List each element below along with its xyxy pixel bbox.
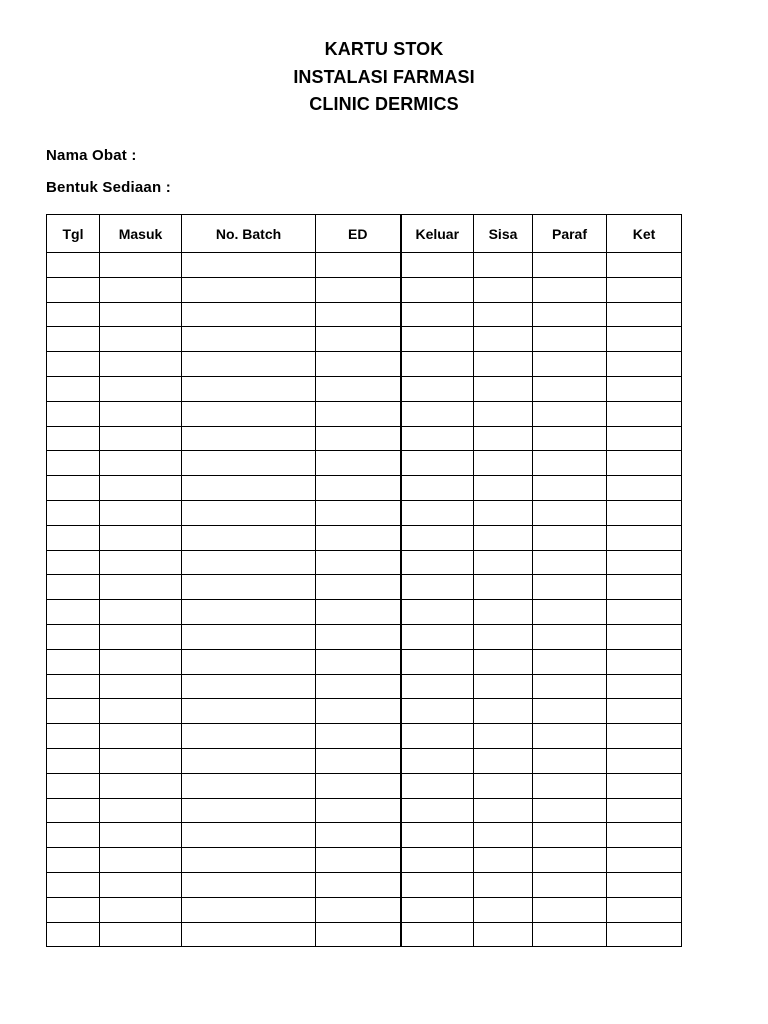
table-cell <box>47 253 100 278</box>
table-cell <box>182 451 316 476</box>
table-cell <box>474 624 533 649</box>
table-cell <box>401 773 474 798</box>
table-cell <box>182 773 316 798</box>
table-cell <box>401 376 474 401</box>
table-cell <box>47 575 100 600</box>
table-cell <box>100 352 182 377</box>
table-cell <box>182 376 316 401</box>
table-cell <box>47 773 100 798</box>
table-cell <box>100 376 182 401</box>
table-cell <box>607 724 682 749</box>
table-row <box>47 302 682 327</box>
table-cell <box>316 649 401 674</box>
table-cell <box>100 451 182 476</box>
table-cell <box>182 277 316 302</box>
table-cell <box>100 500 182 525</box>
table-cell <box>607 872 682 897</box>
table-cell <box>533 277 607 302</box>
table-cell <box>607 550 682 575</box>
table-cell <box>474 748 533 773</box>
table-cell <box>607 426 682 451</box>
col-header-keluar: Keluar <box>401 215 474 253</box>
table-cell <box>182 848 316 873</box>
table-cell <box>401 897 474 922</box>
col-header-ed: ED <box>316 215 401 253</box>
table-cell <box>533 872 607 897</box>
table-cell <box>474 823 533 848</box>
bentuk-sediaan-label: Bentuk Sediaan : <box>46 179 171 196</box>
table-cell <box>474 376 533 401</box>
table-cell <box>182 922 316 947</box>
table-row <box>47 550 682 575</box>
table-row <box>47 500 682 525</box>
table-cell <box>100 476 182 501</box>
table-row <box>47 872 682 897</box>
table-cell <box>47 451 100 476</box>
table-cell <box>474 674 533 699</box>
table-header-row <box>47 215 682 253</box>
table-cell <box>607 277 682 302</box>
table-cell <box>533 897 607 922</box>
table-cell <box>401 699 474 724</box>
table-cell <box>182 674 316 699</box>
table-row <box>47 798 682 823</box>
col-header-tgl: Tgl <box>47 215 100 253</box>
table-row <box>47 253 682 278</box>
table-cell <box>316 327 401 352</box>
col-header-sisa: Sisa <box>474 215 533 253</box>
table-cell <box>474 352 533 377</box>
table-cell <box>100 699 182 724</box>
table-cell <box>401 674 474 699</box>
table-cell <box>533 624 607 649</box>
table-cell <box>182 600 316 625</box>
table-cell <box>607 922 682 947</box>
table-cell <box>47 500 100 525</box>
table-row <box>47 575 682 600</box>
table-cell <box>401 575 474 600</box>
table-cell <box>182 302 316 327</box>
table-cell <box>474 798 533 823</box>
table-cell <box>607 600 682 625</box>
table-cell <box>607 376 682 401</box>
title-instalasi: INSTALASI FARMASI <box>293 66 475 87</box>
table-cell <box>47 476 100 501</box>
table-cell <box>533 401 607 426</box>
table-cell <box>182 575 316 600</box>
table-cell <box>47 872 100 897</box>
table-row <box>47 451 682 476</box>
table-cell <box>100 327 182 352</box>
table-cell <box>316 376 401 401</box>
table-cell <box>316 922 401 947</box>
table-cell <box>182 352 316 377</box>
table-cell <box>100 773 182 798</box>
table-cell <box>607 773 682 798</box>
table-cell <box>182 624 316 649</box>
table-cell <box>47 674 100 699</box>
table-cell <box>316 401 401 426</box>
table-cell <box>47 327 100 352</box>
table-cell <box>316 674 401 699</box>
table-cell <box>47 699 100 724</box>
table-cell <box>316 724 401 749</box>
table-cell <box>182 253 316 278</box>
table-cell <box>474 476 533 501</box>
table-cell <box>533 302 607 327</box>
table-cell <box>607 525 682 550</box>
table-cell <box>316 699 401 724</box>
table-cell <box>607 352 682 377</box>
table-cell <box>533 525 607 550</box>
table-cell <box>47 376 100 401</box>
col-header-masuk: Masuk <box>100 215 182 253</box>
table-cell <box>607 401 682 426</box>
table-cell <box>533 451 607 476</box>
table-cell <box>316 872 401 897</box>
table-cell <box>316 848 401 873</box>
table-cell <box>474 872 533 897</box>
title-kartu-stok: KARTU STOK <box>324 39 444 59</box>
table-cell <box>533 798 607 823</box>
table-cell <box>533 748 607 773</box>
table-cell <box>47 624 100 649</box>
table-row <box>47 476 682 501</box>
table-cell <box>100 823 182 848</box>
table-cell <box>474 773 533 798</box>
table-cell <box>100 649 182 674</box>
table-row <box>47 277 682 302</box>
table-cell <box>533 327 607 352</box>
table-cell <box>401 748 474 773</box>
table-row <box>47 897 682 922</box>
table-cell <box>182 327 316 352</box>
table-cell <box>182 897 316 922</box>
table-cell <box>474 600 533 625</box>
table-cell <box>47 798 100 823</box>
nama-obat-label: Nama Obat : <box>46 147 137 164</box>
table-cell <box>316 500 401 525</box>
table-cell <box>316 352 401 377</box>
table-cell <box>100 401 182 426</box>
table-cell <box>100 724 182 749</box>
table-cell <box>316 525 401 550</box>
table-cell <box>182 500 316 525</box>
table-cell <box>401 872 474 897</box>
table-cell <box>474 500 533 525</box>
table-cell <box>100 575 182 600</box>
table-row <box>47 823 682 848</box>
table-row <box>47 649 682 674</box>
table-cell <box>182 823 316 848</box>
table-cell <box>607 649 682 674</box>
table-row <box>47 352 682 377</box>
document-title <box>0 36 768 119</box>
table-cell <box>100 624 182 649</box>
table-cell <box>401 277 474 302</box>
table-cell <box>607 848 682 873</box>
table-cell <box>533 674 607 699</box>
table-cell <box>47 823 100 848</box>
table-cell <box>401 525 474 550</box>
table-cell <box>401 600 474 625</box>
table-cell <box>100 600 182 625</box>
table-row <box>47 674 682 699</box>
table-cell <box>607 624 682 649</box>
table-cell <box>607 823 682 848</box>
table-cell <box>474 253 533 278</box>
table-row <box>47 327 682 352</box>
table-body <box>47 253 682 947</box>
table-cell <box>474 848 533 873</box>
table-cell <box>607 253 682 278</box>
table-cell <box>533 848 607 873</box>
table-cell <box>100 550 182 575</box>
table-cell <box>47 277 100 302</box>
table-cell <box>182 872 316 897</box>
table-cell <box>47 525 100 550</box>
table-cell <box>474 550 533 575</box>
table-cell <box>401 476 474 501</box>
table-cell <box>182 724 316 749</box>
table-cell <box>474 302 533 327</box>
table-cell <box>401 352 474 377</box>
table-cell <box>401 823 474 848</box>
col-header-paraf: Paraf <box>533 215 607 253</box>
table-cell <box>47 649 100 674</box>
table-cell <box>100 674 182 699</box>
table-row <box>47 922 682 947</box>
table-cell <box>401 451 474 476</box>
table-cell <box>182 748 316 773</box>
table-cell <box>182 401 316 426</box>
table-cell <box>533 773 607 798</box>
table-cell <box>533 550 607 575</box>
table-cell <box>474 699 533 724</box>
table-cell <box>401 327 474 352</box>
table-cell <box>533 376 607 401</box>
table-cell <box>316 575 401 600</box>
table-cell <box>182 426 316 451</box>
table-cell <box>47 401 100 426</box>
table-cell <box>474 426 533 451</box>
table-cell <box>100 897 182 922</box>
table-cell <box>474 401 533 426</box>
table-cell <box>474 897 533 922</box>
table-cell <box>47 848 100 873</box>
table-cell <box>607 575 682 600</box>
table-cell <box>401 649 474 674</box>
table-cell <box>533 352 607 377</box>
table-cell <box>533 649 607 674</box>
table-cell <box>474 277 533 302</box>
col-header-ket: Ket <box>607 215 682 253</box>
table-cell <box>316 748 401 773</box>
table-cell <box>401 624 474 649</box>
table-cell <box>474 451 533 476</box>
table-row <box>47 426 682 451</box>
table-cell <box>47 550 100 575</box>
table-cell <box>100 798 182 823</box>
table-cell <box>474 575 533 600</box>
table-cell <box>401 922 474 947</box>
title-clinic: CLINIC DERMICS <box>309 94 459 114</box>
table-cell <box>474 649 533 674</box>
table-cell <box>533 600 607 625</box>
table-cell <box>47 748 100 773</box>
table-cell <box>316 476 401 501</box>
col-header-no-batch: No. Batch <box>182 215 316 253</box>
table-cell <box>316 823 401 848</box>
table-cell <box>401 550 474 575</box>
table-cell <box>474 327 533 352</box>
table-row <box>47 773 682 798</box>
table-cell <box>533 823 607 848</box>
table-row <box>47 748 682 773</box>
table-cell <box>607 327 682 352</box>
table-cell <box>401 426 474 451</box>
table-cell <box>607 451 682 476</box>
table-row <box>47 525 682 550</box>
table-cell <box>401 401 474 426</box>
table-cell <box>607 699 682 724</box>
table-cell <box>100 848 182 873</box>
table-cell <box>316 550 401 575</box>
table-cell <box>607 798 682 823</box>
table-cell <box>607 897 682 922</box>
table-row <box>47 600 682 625</box>
table-cell <box>607 748 682 773</box>
stock-card-table <box>46 214 682 947</box>
table-cell <box>182 798 316 823</box>
table-row <box>47 624 682 649</box>
table-cell <box>47 352 100 377</box>
table-cell <box>533 724 607 749</box>
table-cell <box>100 426 182 451</box>
table-cell <box>100 872 182 897</box>
table-cell <box>316 253 401 278</box>
table-row <box>47 724 682 749</box>
table-cell <box>401 253 474 278</box>
table-cell <box>533 476 607 501</box>
table-cell <box>100 748 182 773</box>
table-cell <box>100 525 182 550</box>
table-row <box>47 699 682 724</box>
table-cell <box>47 302 100 327</box>
table-cell <box>316 277 401 302</box>
table-cell <box>533 575 607 600</box>
table-cell <box>182 525 316 550</box>
table-cell <box>533 500 607 525</box>
table-cell <box>607 500 682 525</box>
table-cell <box>474 525 533 550</box>
table-cell <box>316 773 401 798</box>
table-cell <box>182 699 316 724</box>
table-cell <box>47 897 100 922</box>
table-cell <box>401 798 474 823</box>
table-cell <box>47 724 100 749</box>
table-cell <box>182 649 316 674</box>
table-cell <box>47 600 100 625</box>
table-row <box>47 848 682 873</box>
table-cell <box>100 302 182 327</box>
table-cell <box>474 922 533 947</box>
table-cell <box>316 600 401 625</box>
table-cell <box>316 451 401 476</box>
table-cell <box>533 426 607 451</box>
table-cell <box>401 302 474 327</box>
table-cell <box>533 922 607 947</box>
table-cell <box>401 724 474 749</box>
table-cell <box>316 897 401 922</box>
table-cell <box>474 724 533 749</box>
table-cell <box>100 277 182 302</box>
table-cell <box>607 476 682 501</box>
table-cell <box>533 253 607 278</box>
table-cell <box>100 922 182 947</box>
table-cell <box>47 426 100 451</box>
table-cell <box>182 550 316 575</box>
table-row <box>47 376 682 401</box>
table-cell <box>401 500 474 525</box>
table-cell <box>401 848 474 873</box>
table-cell <box>607 674 682 699</box>
table-cell <box>316 426 401 451</box>
table-cell <box>316 624 401 649</box>
table-cell <box>316 302 401 327</box>
table-row <box>47 401 682 426</box>
table-cell <box>182 476 316 501</box>
table-cell <box>316 798 401 823</box>
table-cell <box>607 302 682 327</box>
table-cell <box>533 699 607 724</box>
table-cell <box>47 922 100 947</box>
table-cell <box>100 253 182 278</box>
